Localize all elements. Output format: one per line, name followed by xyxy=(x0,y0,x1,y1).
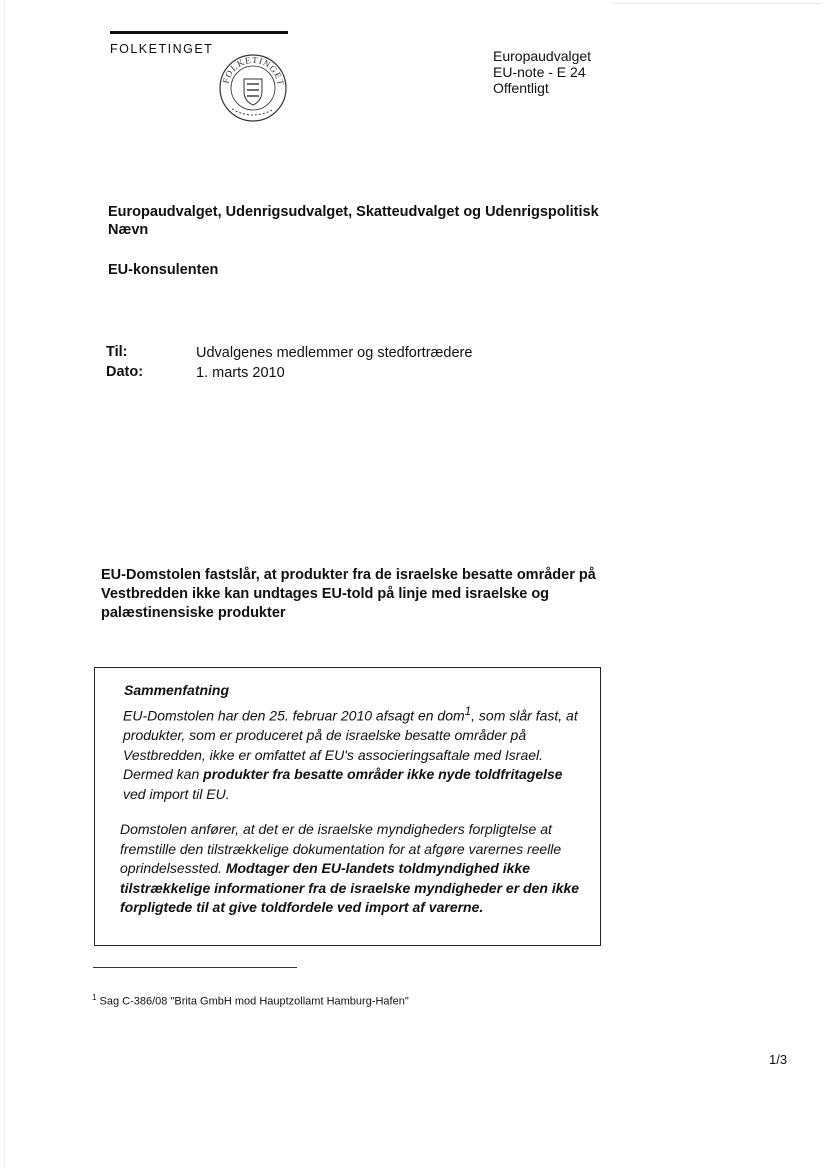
header-rule xyxy=(110,31,288,34)
scan-edge xyxy=(612,3,822,4)
seal-text: FOLKETINGET xyxy=(220,54,287,87)
document-info-line: Europaudvalget xyxy=(493,48,592,64)
department-heading: EU-konsulenten xyxy=(108,262,219,278)
summary-title: Sammenfatning xyxy=(124,682,230,698)
footnote-number: 1 xyxy=(92,993,97,1002)
summary-text: EU-Domstolen har den 25. februar 2010 afsagt en dom xyxy=(123,707,465,724)
summary-text: ved import til EU. xyxy=(123,785,230,802)
footnote xyxy=(92,993,409,1008)
footnote-separator xyxy=(93,967,297,968)
summary-emphasis: produkter fra besatte områder ikke nyde toldfritagelse xyxy=(203,766,563,783)
footnote-text: Sag C-386/08 "Brita GmbH mod Hauptzollamt Hamburg-Hafen" xyxy=(99,995,409,1008)
date-label: Dato: xyxy=(106,364,144,380)
svg-text:FOLKETINGET xyxy=(220,55,286,87)
summary-text: Domstolen anfører, at det er de israelske myndigheders forpligtelse at fremstille den tilstrækkelige dokumentation for at afgøre varernes reelle oprindelsessted. xyxy=(120,821,562,876)
page-number: 1/3 xyxy=(769,1052,788,1067)
organization-name: FOLKETINGET xyxy=(110,42,214,56)
date-value: 1. marts 2010 xyxy=(196,365,285,381)
to-value: Udvalgenes medlemmer og stedfortrædere xyxy=(196,345,473,361)
committees-heading: Europaudvalget, Udenrigsudvalget, Skatteudvalget og Udenrigspolitisk Nævn xyxy=(108,204,599,238)
scan-edge xyxy=(4,0,5,1168)
document-headline: EU-Domstolen fastslår, at produkter fra de israelske besatte områder på Vestbredden ikke kan undtages EU-told på linje med israelske og palæstinensiske produkter xyxy=(101,567,596,621)
summary-paragraph-2 xyxy=(120,820,590,918)
document-info xyxy=(493,48,591,96)
summary-paragraph-1 xyxy=(123,702,583,804)
document-info-line: Offentligt xyxy=(493,80,549,96)
folketinget-seal-icon xyxy=(218,53,288,123)
summary-text: , som slår fast, at produkter, som er produceret på de israelske besatte områder på Vestbredden, ikke er omfattet af EU's associeringsaftale med Israel. Dermed kan xyxy=(123,707,578,783)
document-info-line: EU-note - E 24 xyxy=(493,64,586,80)
to-label: Til: xyxy=(106,344,128,360)
footnote-reference: 1 xyxy=(464,705,472,718)
summary-emphasis: Modtager den EU-landets toldmyndighed ikke tilstrækkelige informationer fra de israelske myndigheder er den ikke forpligtede til at give toldfordele ved import af varerne. xyxy=(120,860,580,915)
